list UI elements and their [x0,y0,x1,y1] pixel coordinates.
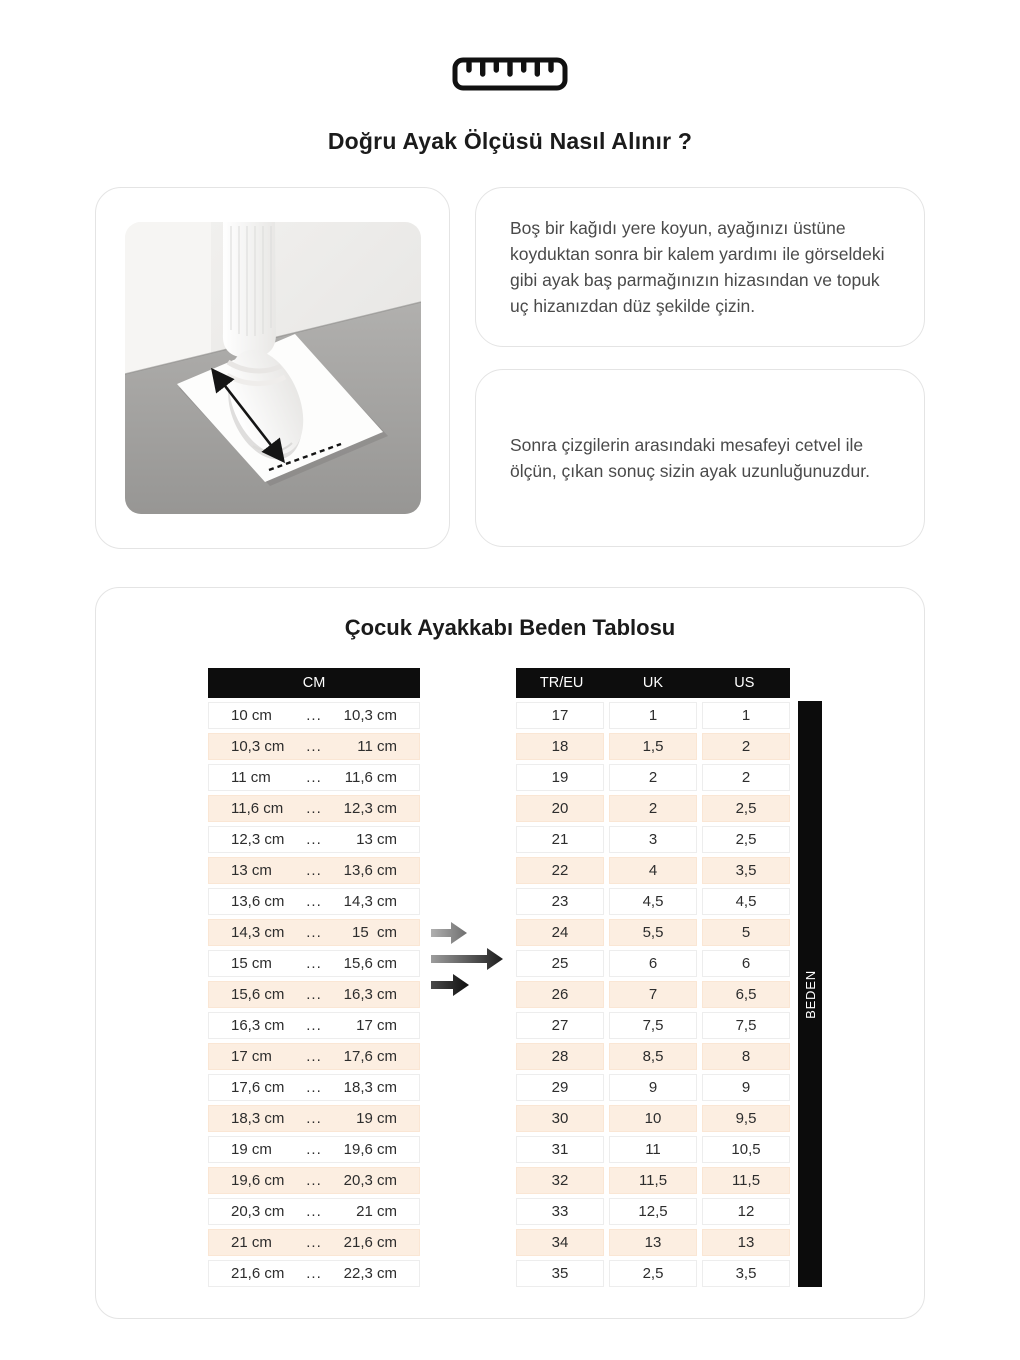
size-table-row [516,764,790,791]
range-separator: ... [306,1048,322,1065]
cm-table-row [208,1167,420,1194]
size-cell: 7,5 [702,1012,790,1039]
size-table-row [516,1043,790,1070]
size-table-row [516,950,790,977]
size-conversion-table-header [516,668,790,698]
range-separator: ... [306,1234,322,1251]
cm-range-from: 11,6 cm [231,800,284,817]
cm-range-from: 18,3 cm [231,1110,285,1127]
size-cell: 6 [609,950,697,977]
cm-range-from: 10 cm [231,707,272,724]
cm-table-row [208,733,420,760]
cm-range-to: 18,3 cm [343,1079,397,1096]
range-separator: ... [306,800,322,817]
size-table-row [516,981,790,1008]
cm-table-row [208,857,420,884]
range-separator: ... [306,986,322,1003]
cm-range-from: 16,3 cm [231,1017,285,1034]
size-table-row [516,919,790,946]
size-cell: 5,5 [609,919,697,946]
size-cell: 4,5 [702,888,790,915]
size-conversion-table [516,668,790,1287]
header-tr-eu: TR/EU [539,675,584,691]
size-cell: 3,5 [702,857,790,884]
size-cell: 10 [609,1105,697,1132]
cm-table-row [208,888,420,915]
size-cell: 8,5 [609,1043,697,1070]
eu-table-body [516,702,790,1287]
size-table-row [516,1198,790,1225]
size-cell: 18 [516,733,604,760]
cm-range-from: 17 cm [231,1048,272,1065]
cm-table-row [208,919,420,946]
size-cell: 17 [516,702,604,729]
range-separator: ... [306,1079,322,1096]
range-separator: ... [306,831,322,848]
size-table-row [516,1105,790,1132]
mapping-arrows-icon [420,668,516,1001]
cm-range-to: 15,6 cm [343,955,397,972]
cm-table-row [208,826,420,853]
size-table-card [95,587,925,1319]
cm-range-to: 13 cm [356,831,397,848]
ruler-icon [452,57,568,91]
size-cell: 29 [516,1074,604,1101]
header-us: US [734,675,755,691]
size-table-row [516,1012,790,1039]
size-cell: 2 [702,764,790,791]
size-cell: 32 [516,1167,604,1194]
size-table-row [516,1260,790,1287]
size-cell: 1,5 [609,733,697,760]
size-cell: 25 [516,950,604,977]
cm-range-from: 10,3 cm [231,738,285,755]
size-cell: 9,5 [702,1105,790,1132]
measurement-instructions [95,187,925,549]
size-table-row [516,1167,790,1194]
cm-table-row [208,764,420,791]
cm-table-row [208,1229,420,1256]
size-cell: 20 [516,795,604,822]
cm-range-from: 19 cm [231,1141,272,1158]
cm-range-from: 15,6 cm [231,986,285,1003]
range-separator: ... [306,707,322,724]
cm-range-table [208,668,420,1287]
size-cell: 2 [702,733,790,760]
range-separator: ... [306,769,322,786]
size-cell: 2,5 [609,1260,697,1287]
size-table-row [516,857,790,884]
size-cell: 23 [516,888,604,915]
size-cell: 24 [516,919,604,946]
size-cell: 5 [702,919,790,946]
size-table-row [516,795,790,822]
size-cell: 13 [702,1229,790,1256]
size-cell: 30 [516,1105,604,1132]
header-uk: UK [642,675,664,691]
size-cell: 2,5 [702,826,790,853]
cm-range-from: 21 cm [231,1234,272,1251]
cm-range-to: 12,3 cm [343,800,397,817]
cm-range-to: 21,6 cm [343,1234,397,1251]
size-cell: 13 [609,1229,697,1256]
instruction-step-1 [475,187,925,347]
cm-range-from: 13 cm [231,862,272,879]
size-table-row [516,1229,790,1256]
range-separator: ... [306,893,322,910]
beden-side-label [798,701,822,1287]
size-table-row [516,702,790,729]
range-separator: ... [306,955,322,972]
size-cell: 6,5 [702,981,790,1008]
cm-table-row [208,702,420,729]
range-separator: ... [306,1141,322,1158]
cm-range-from: 13,6 cm [231,893,285,910]
range-separator: ... [306,738,322,755]
size-cell: 28 [516,1043,604,1070]
range-separator: ... [306,1265,322,1282]
range-separator: ... [306,1110,322,1127]
size-cell: 7,5 [609,1012,697,1039]
range-separator: ... [306,1203,322,1220]
size-table-row [516,1074,790,1101]
size-cell: 26 [516,981,604,1008]
cm-table-row [208,1260,420,1287]
size-cell: 19 [516,764,604,791]
size-cell: 27 [516,1012,604,1039]
cm-table-row [208,1012,420,1039]
cm-range-to: 15 cm [351,924,397,941]
cm-table-row [208,981,420,1008]
cm-range-to: 16,3 cm [343,986,397,1003]
cm-range-from: 21,6 cm [231,1265,285,1282]
instruction-step-2-text: Sonra çizgilerin arasındaki mesafeyi cetvel ile ölçün, çıkan sonuç sizin ayak uzunluğunuzdur. [510,435,870,481]
size-cell: 12 [702,1198,790,1225]
cm-range-from: 20,3 cm [231,1203,285,1220]
foot-measurement-photo-card [95,187,450,549]
cm-range-to: 13,6 cm [343,862,397,879]
page-header [0,0,1020,155]
cm-table-row [208,950,420,977]
cm-range-from: 19,6 cm [231,1172,285,1189]
range-separator: ... [306,1017,322,1034]
cm-range-to: 11,6 cm [344,769,397,786]
cm-table-row [208,1198,420,1225]
cm-table-row [208,1074,420,1101]
size-table-title: Çocuk Ayakkabı Beden Tablosu [344,615,676,640]
cm-range-to: 10,3 cm [343,707,397,724]
size-cell: 34 [516,1229,604,1256]
size-cell: 10,5 [702,1136,790,1163]
cm-range-from: 17,6 cm [231,1079,285,1096]
range-separator: ... [306,924,322,941]
cm-range-to: 21 cm [356,1203,397,1220]
cm-range-from: 14,3 cm [231,924,285,941]
range-separator: ... [306,1172,322,1189]
cm-range-from: 15 cm [231,955,272,972]
instruction-step-2 [475,369,925,547]
size-cell: 6 [702,950,790,977]
beden-side-label-text: BEDEN [802,969,818,1019]
cm-table-header: CM [208,668,420,698]
cm-range-to: 17,6 cm [343,1048,397,1065]
size-table-row [516,733,790,760]
size-cell: 12,5 [609,1198,697,1225]
cm-range-to: 14,3 cm [343,893,397,910]
size-cell: 2 [609,795,697,822]
size-cell: 31 [516,1136,604,1163]
size-cell: 9 [702,1074,790,1101]
cm-range-from: 12,3 cm [231,831,285,848]
instruction-step-1-text: Boş bir kağıdı yere koyun, ayağınızı üstüne koyduktan sonra bir kalem yardımı ile görseldeki gibi ayak baş parmağınızın hizasından ve topuk uç hizanızdan düz şekilde çizin. [510,218,885,316]
cm-range-to: 22,3 cm [343,1265,397,1282]
instruction-boxes [475,187,925,549]
size-table-row [516,1136,790,1163]
size-cell: 22 [516,857,604,884]
size-cell: 7 [609,981,697,1008]
size-cell: 11,5 [702,1167,790,1194]
cm-table-body [208,702,420,1287]
size-cell: 1 [609,702,697,729]
cm-table-row [208,1105,420,1132]
cm-table-row [208,1136,420,1163]
size-table-row [516,826,790,853]
cm-range-to: 11 cm [357,738,397,755]
size-cell: 4 [609,857,697,884]
size-cell: 3,5 [702,1260,790,1287]
size-table-row [516,888,790,915]
cm-table-row [208,1043,420,1070]
size-cell: 11,5 [609,1167,697,1194]
cm-range-from: 11 cm [231,769,271,786]
foot-measurement-photo [125,222,421,514]
size-cell: 33 [516,1198,604,1225]
size-cell: 11 [609,1136,697,1163]
size-cell: 4,5 [609,888,697,915]
size-cell: 9 [609,1074,697,1101]
page-title: Doğru Ayak Ölçüsü Nasıl Alınır ? [327,128,693,154]
size-cell: 2 [609,764,697,791]
cm-range-to: 20,3 cm [343,1172,397,1189]
range-separator: ... [306,862,322,879]
cm-range-to: 19,6 cm [343,1141,397,1158]
cm-range-to: 17 cm [356,1017,397,1034]
size-cell: 2,5 [702,795,790,822]
size-cell: 21 [516,826,604,853]
size-tables [96,668,924,1287]
size-cell: 35 [516,1260,604,1287]
cm-range-to: 19 cm [356,1110,397,1127]
size-cell: 1 [702,702,790,729]
size-cell: 3 [609,826,697,853]
cm-table-row [208,795,420,822]
size-cell: 8 [702,1043,790,1070]
